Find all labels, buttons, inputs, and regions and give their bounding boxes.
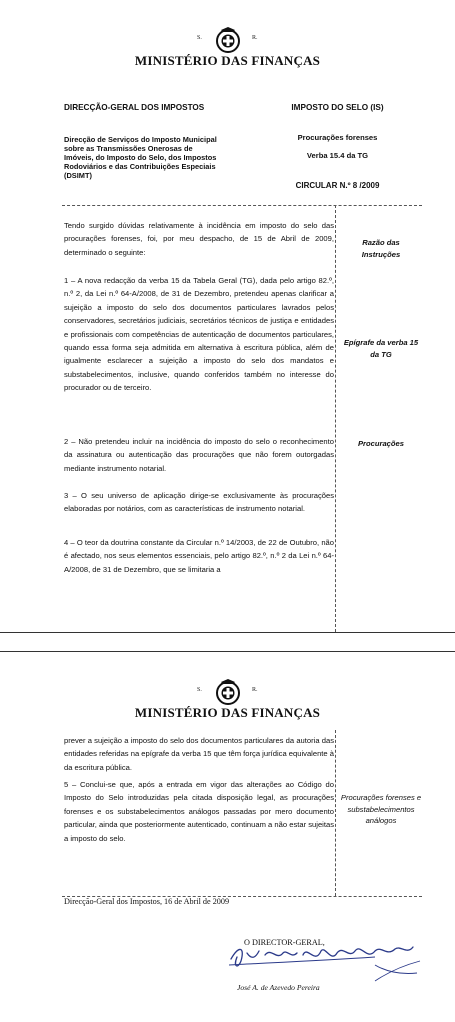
paragraph-2: 2 – Não pretendeu incluir na incidência do imposto do selo o reconhecimento da assinatura ou autenticação das procurações que não forem outorgadas mediante instrumento notarial. — [64, 437, 334, 473]
signatory-title: O DIRECTOR-GERAL, — [244, 938, 325, 947]
document-page-2 — [0, 652, 455, 1022]
paragraph-1: 1 – A nova redacção da verba 15 da Tabela Geral (TG), dada pelo artigo 82.º, n.º 2, da Lei n.º 64-A/2008, de 31 de Dezembro, pretendeu apenas clarificar a sujeição a imposto do selo dos documentos particulares lavrados pelos conservadores, secretários judiciais, secretários técnicos de justiça e entidades e profissionais com competências de autenticação de documentos particulares, quando essa forma seja admitida em alternativa à escritura pública, além de igualmente esclarecer a sujeição a imposto do selo dos mandatos e substabelecimentos, inclusive, quando conferidos também no interesse do procurador ou de terceiro. — [64, 276, 334, 393]
service-line: sobre as Transmissões Onerosas de — [64, 144, 193, 153]
paragraph-4: 4 – O teor da doutrina constante da Circular n.º 14/2003, de 22 de Outubro, não é afectado, nos seus elementos essenciais, pelo artigo 82.º, n.º 2 da Lei n.º 64-A/2008, de 31 de Dezembro, que se limitaria a — [64, 538, 334, 574]
service-block — [64, 135, 279, 180]
handwritten-signature — [225, 935, 425, 983]
r-mark: R. — [252, 687, 258, 693]
ministry-title: MINISTÉRIO DAS FINANÇAS — [134, 705, 321, 720]
circular-number: CIRCULAR N.º 8 /2009 — [295, 181, 380, 190]
header-divider — [62, 205, 422, 206]
subject: Procurações forenses — [297, 133, 378, 142]
coat-of-arms-icon — [215, 27, 241, 55]
continuation-paragraph: prever a sujeição a imposto do selo dos documentos particulares da autoria das entidades referidas na epígrafe da verba 15 que têm força jurídica equivalente à da escritura pública. — [64, 736, 334, 772]
margin-note-procuracoes: Procurações — [357, 439, 404, 448]
service-line: Imóveis, do Imposto do Selo, dos Impostos — [64, 153, 217, 162]
margin-divider — [335, 205, 336, 632]
r-mark: R. — [252, 35, 258, 41]
margin-divider — [335, 730, 336, 896]
margin-note-reason: Razão das Instruções — [361, 238, 401, 259]
directorate-title: DIRECÇÃO-GERAL DOS IMPOSTOS — [64, 103, 205, 112]
ministry-title: MINISTÉRIO DAS FINANÇAS — [134, 53, 321, 68]
tax-title: IMPOSTO DO SELO (IS) — [291, 103, 384, 112]
margin-note-forenses: Procurações forenses e substabelecimentos análogos — [340, 793, 422, 825]
margin-note-epigrafe: Epígrafe da verba 15 da TG — [343, 338, 419, 359]
s-mark: S. — [197, 687, 202, 693]
service-line: Direcção de Serviços do Imposto Municipal — [64, 135, 217, 144]
paragraph-3: 3 – O seu universo de aplicação dirige-se exclusivamente às procurações elaboradas por notários, com as características de instrumento notarial. — [64, 491, 334, 514]
intro-paragraph: Tendo surgido dúvidas relativamente à incidência em imposto do selo das procurações forenses, foi, por meu despacho, de 15 de Abril de 2009, determinado o seguinte: — [64, 221, 334, 257]
paragraph-5: 5 – Conclui-se que, após a entrada em vigor das alterações ao Código do Imposto do Selo introduzidas pela citada disposição legal, as procurações forenses e os substabelecimentos análogos passadas por mero documento particular, ainda que posteriormente autenticado, continuam a não estar sujeitas a imposto do selo. — [64, 780, 334, 843]
verba-reference: Verba 15.4 da TG — [306, 151, 369, 160]
service-line: (DSIMT) — [64, 171, 92, 180]
s-mark: S. — [197, 35, 202, 41]
signatory-name: José A. de Azevedo Pereira — [237, 983, 320, 992]
coat-of-arms-icon — [215, 679, 241, 707]
service-line: Rodoviários e das Contribuições Especiais — [64, 162, 216, 171]
place-and-date: Direcção-Geral dos Impostos, 16 de Abril de 2009 — [64, 897, 230, 906]
page-separator — [0, 632, 455, 652]
